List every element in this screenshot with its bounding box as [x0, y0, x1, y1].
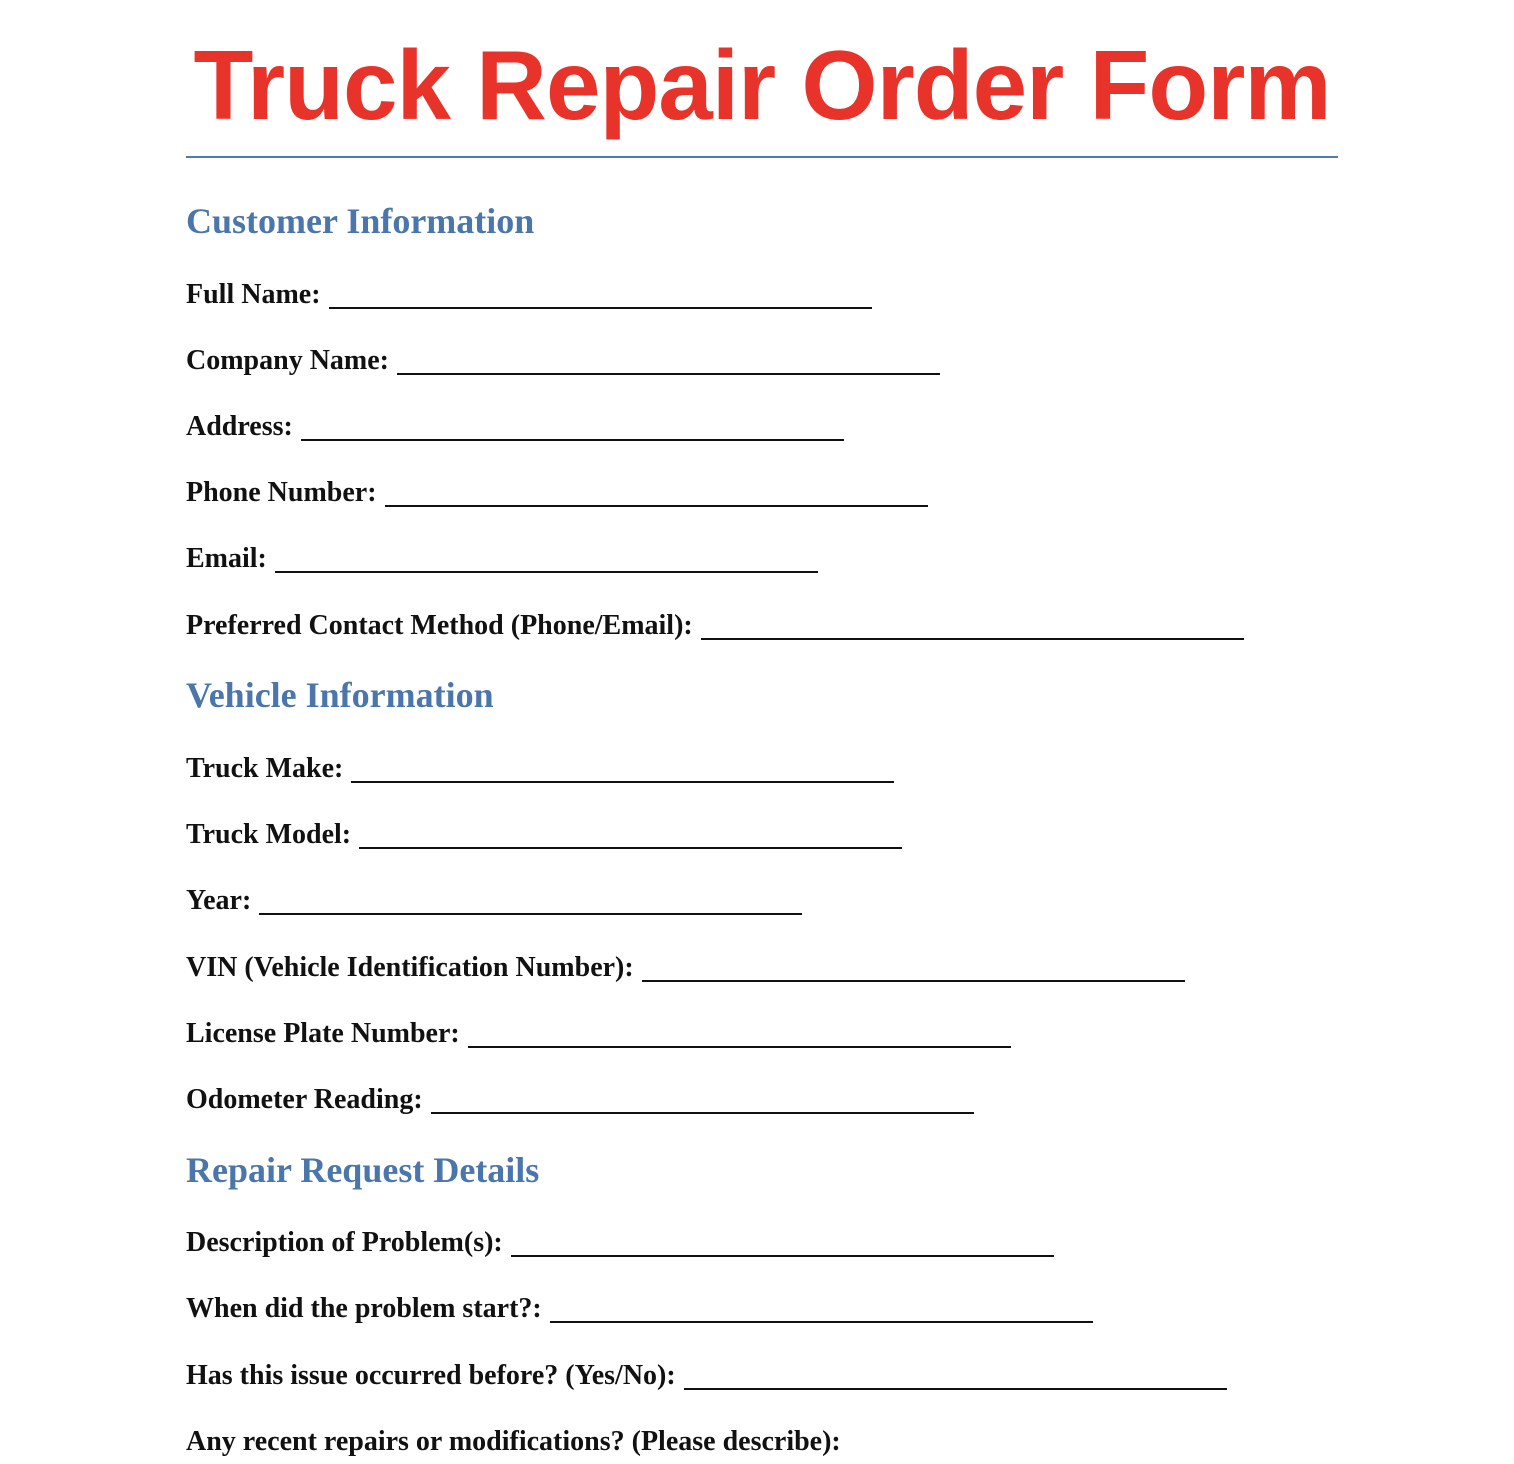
field-label: VIN (Vehicle Identification Number): [186, 952, 634, 983]
field-label: Address: [186, 411, 293, 442]
field-problem-start[interactable] [186, 1292, 1093, 1326]
field-preferred-contact-method[interactable] [186, 609, 1244, 643]
field-blank-line[interactable] [468, 1046, 1011, 1048]
form-title: Truck Repair Order Form [193, 30, 1331, 140]
field-truck-model[interactable] [186, 818, 902, 852]
field-blank-line[interactable] [301, 439, 844, 441]
field-address[interactable] [186, 410, 844, 444]
field-occurred-before[interactable] [186, 1359, 1227, 1393]
field-vin[interactable] [186, 951, 1185, 985]
title-divider [186, 156, 1338, 158]
field-blank-line[interactable] [511, 1255, 1054, 1257]
field-recent-repairs [186, 1425, 841, 1459]
section-heading-customer-information: Customer Information [186, 201, 535, 241]
field-label: Preferred Contact Method (Phone/Email): [186, 610, 693, 641]
field-label: Has this issue occurred before? (Yes/No): [186, 1360, 676, 1391]
field-label: Email: [186, 543, 267, 574]
field-blank-line[interactable] [259, 913, 802, 915]
field-phone-number[interactable] [186, 476, 928, 510]
field-label: When did the problem start?: [186, 1293, 542, 1324]
field-label: Truck Model: [186, 819, 352, 850]
field-truck-make[interactable] [186, 752, 894, 786]
field-company-name[interactable] [186, 344, 940, 378]
field-email[interactable] [186, 542, 818, 576]
field-label: Truck Make: [186, 753, 344, 784]
field-label: Full Name: [186, 279, 321, 310]
field-blank-line[interactable] [701, 638, 1244, 640]
field-label: Odometer Reading: [186, 1084, 423, 1115]
field-blank-line[interactable] [385, 505, 928, 507]
field-label: Description of Problem(s): [186, 1227, 503, 1258]
field-label: Company Name: [186, 345, 389, 376]
field-blank-line[interactable] [550, 1321, 1093, 1323]
field-blank-line[interactable] [329, 307, 872, 309]
field-license-plate-number[interactable] [186, 1017, 1011, 1051]
field-odometer-reading[interactable] [186, 1083, 974, 1117]
section-heading-repair-request-details: Repair Request Details [186, 1150, 540, 1190]
field-year[interactable] [186, 884, 802, 918]
field-blank-line[interactable] [642, 980, 1185, 982]
form-page [186, 0, 1338, 1464]
field-label: Any recent repairs or modifications? (Please describe): [186, 1426, 841, 1457]
field-blank-line[interactable] [397, 373, 940, 375]
field-label: Year: [186, 885, 252, 916]
field-blank-line[interactable] [431, 1112, 974, 1114]
field-blank-line[interactable] [275, 571, 818, 573]
field-label: Phone Number: [186, 477, 377, 508]
field-blank-line[interactable] [684, 1388, 1227, 1390]
field-blank-line[interactable] [359, 847, 902, 849]
field-label: License Plate Number: [186, 1018, 460, 1049]
field-description-of-problems[interactable] [186, 1226, 1054, 1260]
field-full-name[interactable] [186, 278, 872, 312]
field-blank-line[interactable] [351, 781, 894, 783]
section-heading-vehicle-information: Vehicle Information [186, 675, 494, 715]
